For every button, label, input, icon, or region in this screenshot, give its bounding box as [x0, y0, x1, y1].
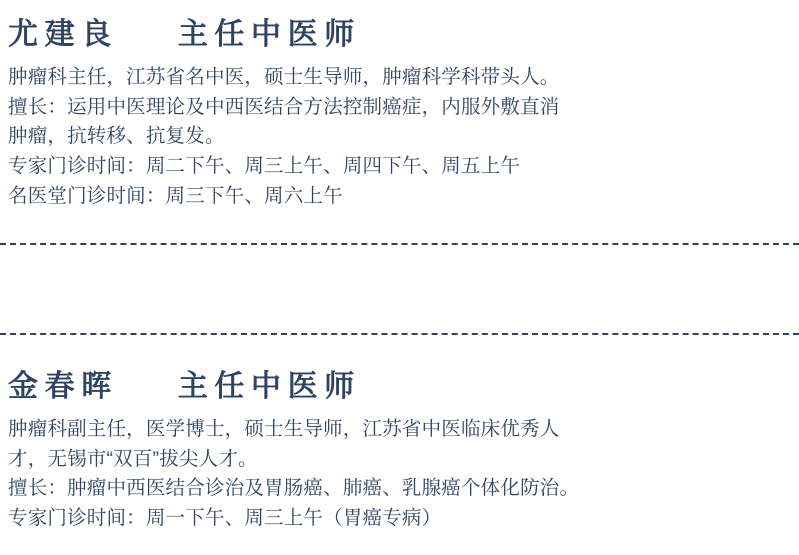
description-line: 才，无锡市“双百”拔尖人才。 [8, 447, 258, 470]
description-line: 专家门诊时间：周一下午、周三上午（胃癌专病） [8, 506, 442, 529]
doctor-title-2: 主任中医师 [177, 370, 361, 403]
doctor-name-2: 金春晖 [8, 370, 118, 403]
description-line: 擅长：运用中医理论及中西医结合方法控制癌症，内服外敷直消 [8, 95, 560, 118]
description-line: 擅长：肿瘤中西医结合诊治及胃肠癌、肺癌、乳腺癌个体化防治。 [8, 477, 580, 500]
doctor-description-1 [8, 63, 791, 211]
section-divider-bottom [0, 333, 799, 335]
section-divider-top [0, 243, 799, 245]
doctor-profile-1 [0, 18, 799, 211]
description-line: 肿瘤，抗转移、抗复发。 [8, 125, 225, 148]
doctor-title-1: 主任中医师 [177, 18, 361, 51]
doctor-name-row-2 [8, 370, 791, 403]
doctor-name-row-1 [8, 18, 791, 51]
description-line: 肿瘤科副主任，医学博士，硕士生导师，江苏省中医临床优秀人 [8, 418, 560, 440]
description-line: 肿瘤科主任，江苏省名中医，硕士生导师，肿瘤科学科带头人。 [8, 66, 560, 88]
doctor-description-2 [8, 415, 791, 534]
doctor-name-1: 尤建良 [8, 18, 118, 51]
description-line: 名医堂门诊时间：周三下午、周六上午 [8, 184, 343, 207]
doctor-profile-2 [0, 370, 799, 534]
description-line: 专家门诊时间：周二下午、周三上午、周四下午、周五上午 [8, 154, 521, 177]
